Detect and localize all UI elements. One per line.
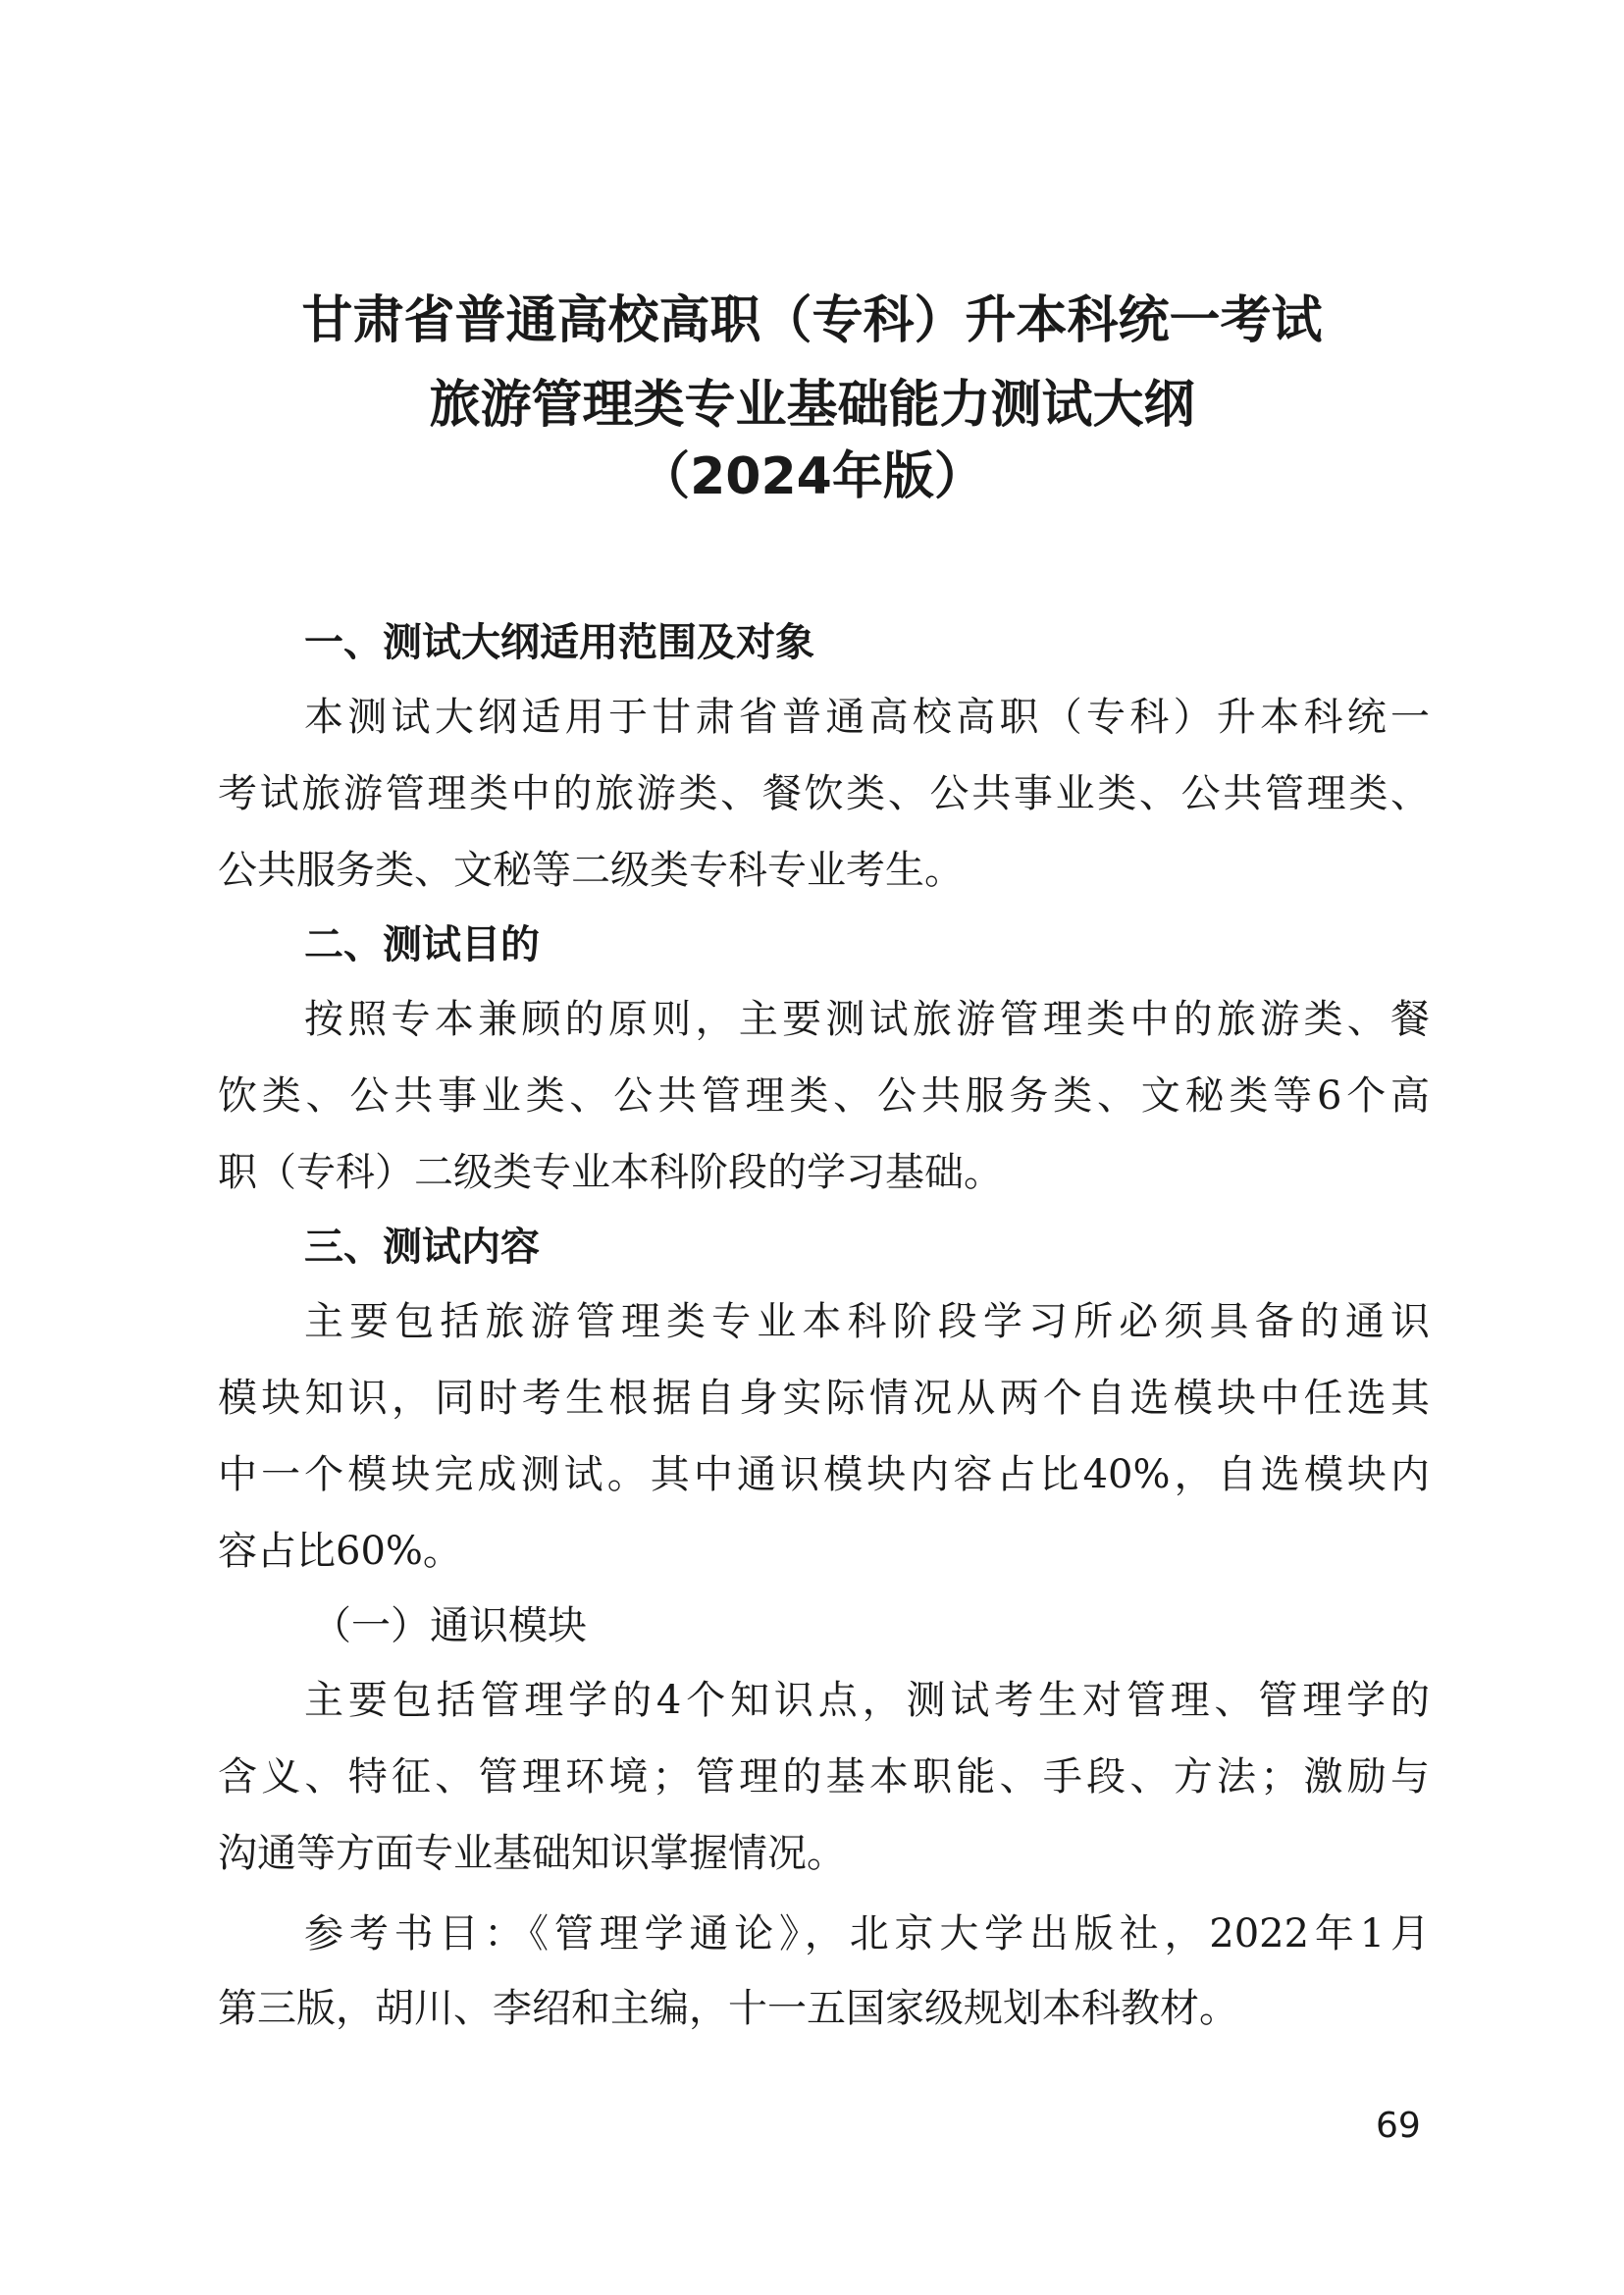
document-title-edition: （2024年版） [639, 447, 985, 506]
general-module-paragraph-line: 沟通等方面专业基础知识掌握情况。 [218, 1831, 846, 1876]
section-1-paragraph-line: 公共服务类、文秘等二级类专科专业考生。 [218, 848, 964, 893]
section-2-paragraph-line: 按照专本兼顾的原则，主要测试旅游管理类中的旅游类、餐 [304, 997, 1430, 1042]
section-2-paragraph-line: 饮类、公共事业类、公共管理类、公共服务类、文秘类等6个高 [218, 1073, 1430, 1119]
general-module-paragraph-line: 主要包括管理学的4个知识点，测试考生对管理、管理学的 [304, 1678, 1430, 1723]
section-2-paragraph-line: 职（专科）二级类专业本科阶段的学习基础。 [218, 1150, 1003, 1195]
section-1-paragraph-line: 本测试大纲适用于甘肃省普通高校高职（专科）升本科统一 [304, 695, 1430, 740]
section-3-heading: 三、测试内容 [304, 1225, 540, 1270]
document-title-line-1: 甘肃省普通高校高职（专科）升本科统一考试 [301, 291, 1323, 350]
section-2-heading: 二、测试目的 [304, 922, 540, 967]
reference-book-line: 第三版，胡川、李绍和主编，十一五国家级规划本科教材。 [218, 1986, 1238, 2031]
section-1-heading: 一、测试大纲适用范围及对象 [304, 620, 814, 665]
document-title-line-2: 旅游管理类专业基础能力测试大纲 [429, 376, 1195, 435]
section-3-paragraph-line: 模块知识，同时考生根据自身实际情况从两个自选模块中任选其 [218, 1376, 1430, 1421]
general-module-paragraph-line: 含义、特征、管理环境；管理的基本职能、手段、方法；激励与 [218, 1754, 1430, 1799]
section-1-paragraph-line: 考试旅游管理类中的旅游类、餐饮类、公共事业类、公共管理类、 [218, 771, 1430, 816]
subsection-heading-general-module: （一）通识模块 [312, 1603, 587, 1648]
page-number: 69 [1376, 2106, 1421, 2146]
section-3-paragraph-line: 容占比60%。 [218, 1529, 462, 1574]
section-3-paragraph-line: 主要包括旅游管理类专业本科阶段学习所必须具备的通识 [304, 1299, 1430, 1344]
reference-book-line: 参考书目：《管理学通论》，北京大学出版社，2022年1月 [304, 1911, 1430, 1956]
section-3-paragraph-line: 中一个模块完成测试。其中通识模块内容占比40%，自选模块内 [218, 1452, 1430, 1497]
